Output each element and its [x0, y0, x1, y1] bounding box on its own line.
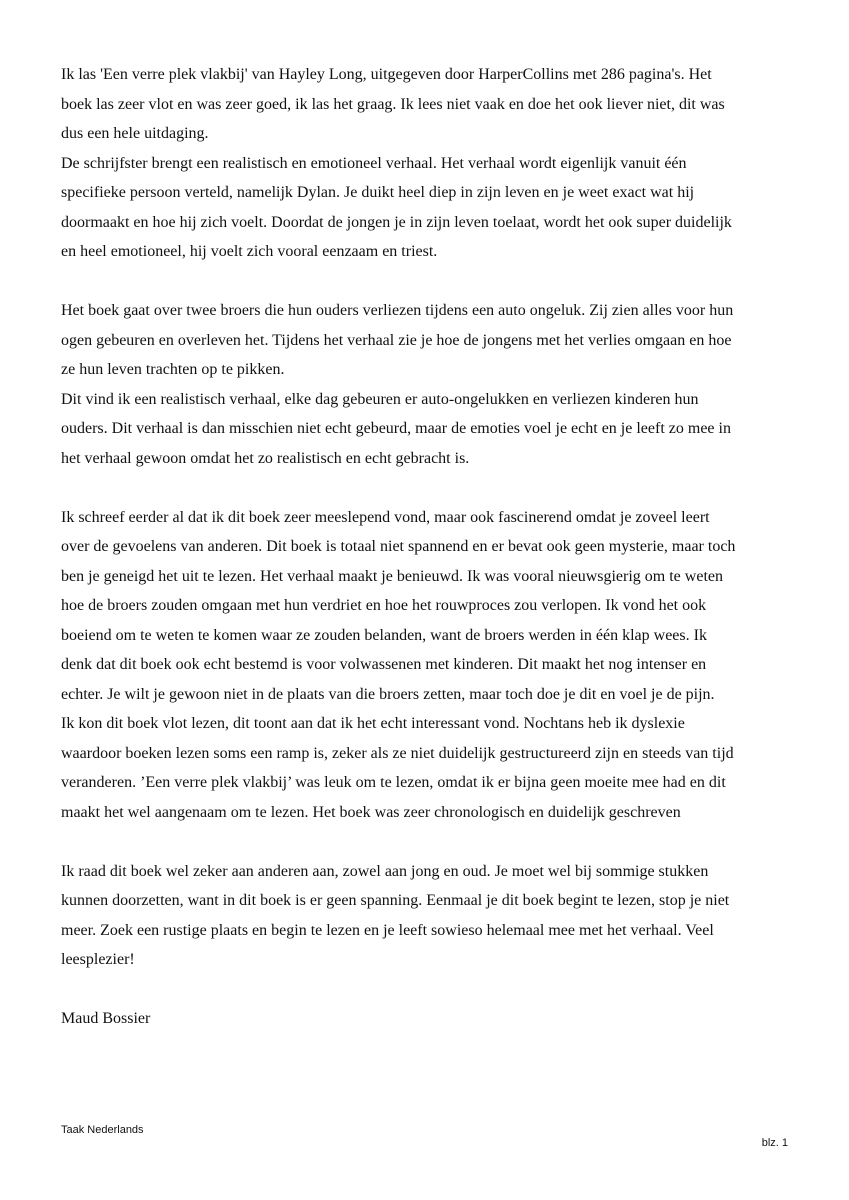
paragraph-gap	[61, 975, 796, 1005]
paragraph-gap	[61, 473, 796, 503]
footer-page-number: blz. 1	[761, 1137, 788, 1149]
paragraph-gap	[61, 827, 796, 857]
footer-subject: Taak Nederlands	[61, 1124, 144, 1136]
document-body	[61, 60, 796, 1034]
paragraph-summary: Het boek gaat over twee broers die hun ouders verliezen tijdens een auto ongeluk. Zij zien alles voor hun ogen gebeuren en overleven het. Tijdens het verhaal zie je hoe de jongens met het verlies omgaan en hoe ze hun leven trachten op te pikken. Dit vind ik een realistisch verhaal, elke dag gebeuren er auto-ongelukken en verliezen kinderen hun ouders. Dit verhaal is dan misschien niet echt gebeurd, maar de emoties voel je echt en je leeft zo mee in het verhaal gewoon omdat het zo realistisch en echt gebracht is.	[61, 302, 734, 467]
paragraph-intro: Ik las 'Een verre plek vlakbij' van Hayley Long, uitgegeven door HarperCollins met 286 pagina's. Het boek las zeer vlot en was zeer goed, ik las het graag. Ik lees niet vaak en doe het ook liever niet, dit was dus een hele uitdaging. De schrijfster brengt een realistisch en emotioneel verhaal. Het verhaal wordt eigenlijk vanuit één specifieke persoon verteld, namelijk Dylan. Je duikt heel diep in zijn leven en je weet exact wat hij doormaakt en hoe hij zich voelt. Doordat de jongen je in zijn leven toelaat, wordt het ook super duidelijk en heel emotioneel, hij voelt zich vooral eenzaam en triest.	[61, 66, 732, 260]
paragraph-opinion: Ik schreef eerder al dat ik dit boek zeer meeslepend vond, maar ook fascinerend omdat je zoveel leert over de gevoelens van anderen. Dit boek is totaal niet spannend en er bevat ook geen mysterie, maar toch ben je geneigd het uit te lezen. Het verhaal maakt je benieuwd. Ik was vooral nieuwsgierig om te weten hoe de broers zouden omgaan met hun verdriet en hoe het rouwproces zou verlopen. Ik vond het ook boeiend om te weten te komen waar ze zouden belanden, want de broers werden in één klap wees. Ik denk dat dit boek ook echt bestemd is voor volwassenen met kinderen. Dit maakt het nog intenser en echter. Je wilt je gewoon niet in de plaats van die broers zetten, maar toch doe je dit en voel je de pijn. Ik kon dit boek vlot lezen, dit toont aan dat ik het echt interessant vond. Nochtans heb ik dyslexie waardoor boeken lezen soms een ramp is, zeker als ze niet duidelijk gestructureerd zijn en steeds van tijd veranderen. ’Een verre plek vlakbij’ was leuk om te lezen, omdat ik er bijna geen moeite mee had en dit maakt het wel aangenaam om te lezen. Het boek was zeer chronologisch en duidelijk geschreven	[61, 508, 736, 821]
paragraph-gap	[61, 267, 796, 297]
author-signature: Maud Bossier	[61, 1010, 151, 1027]
paragraph-recommendation: Ik raad dit boek wel zeker aan anderen aan, zowel aan jong en oud. Je moet wel bij sommige stukken kunnen doorzetten, want in dit boek is er geen spanning. Eenmaal je dit boek begint te lezen, stop je niet meer. Zoek een rustige plaats en begin te lezen en je leeft sowieso helemaal mee met het verhaal. Veel leesplezier!	[61, 862, 730, 968]
